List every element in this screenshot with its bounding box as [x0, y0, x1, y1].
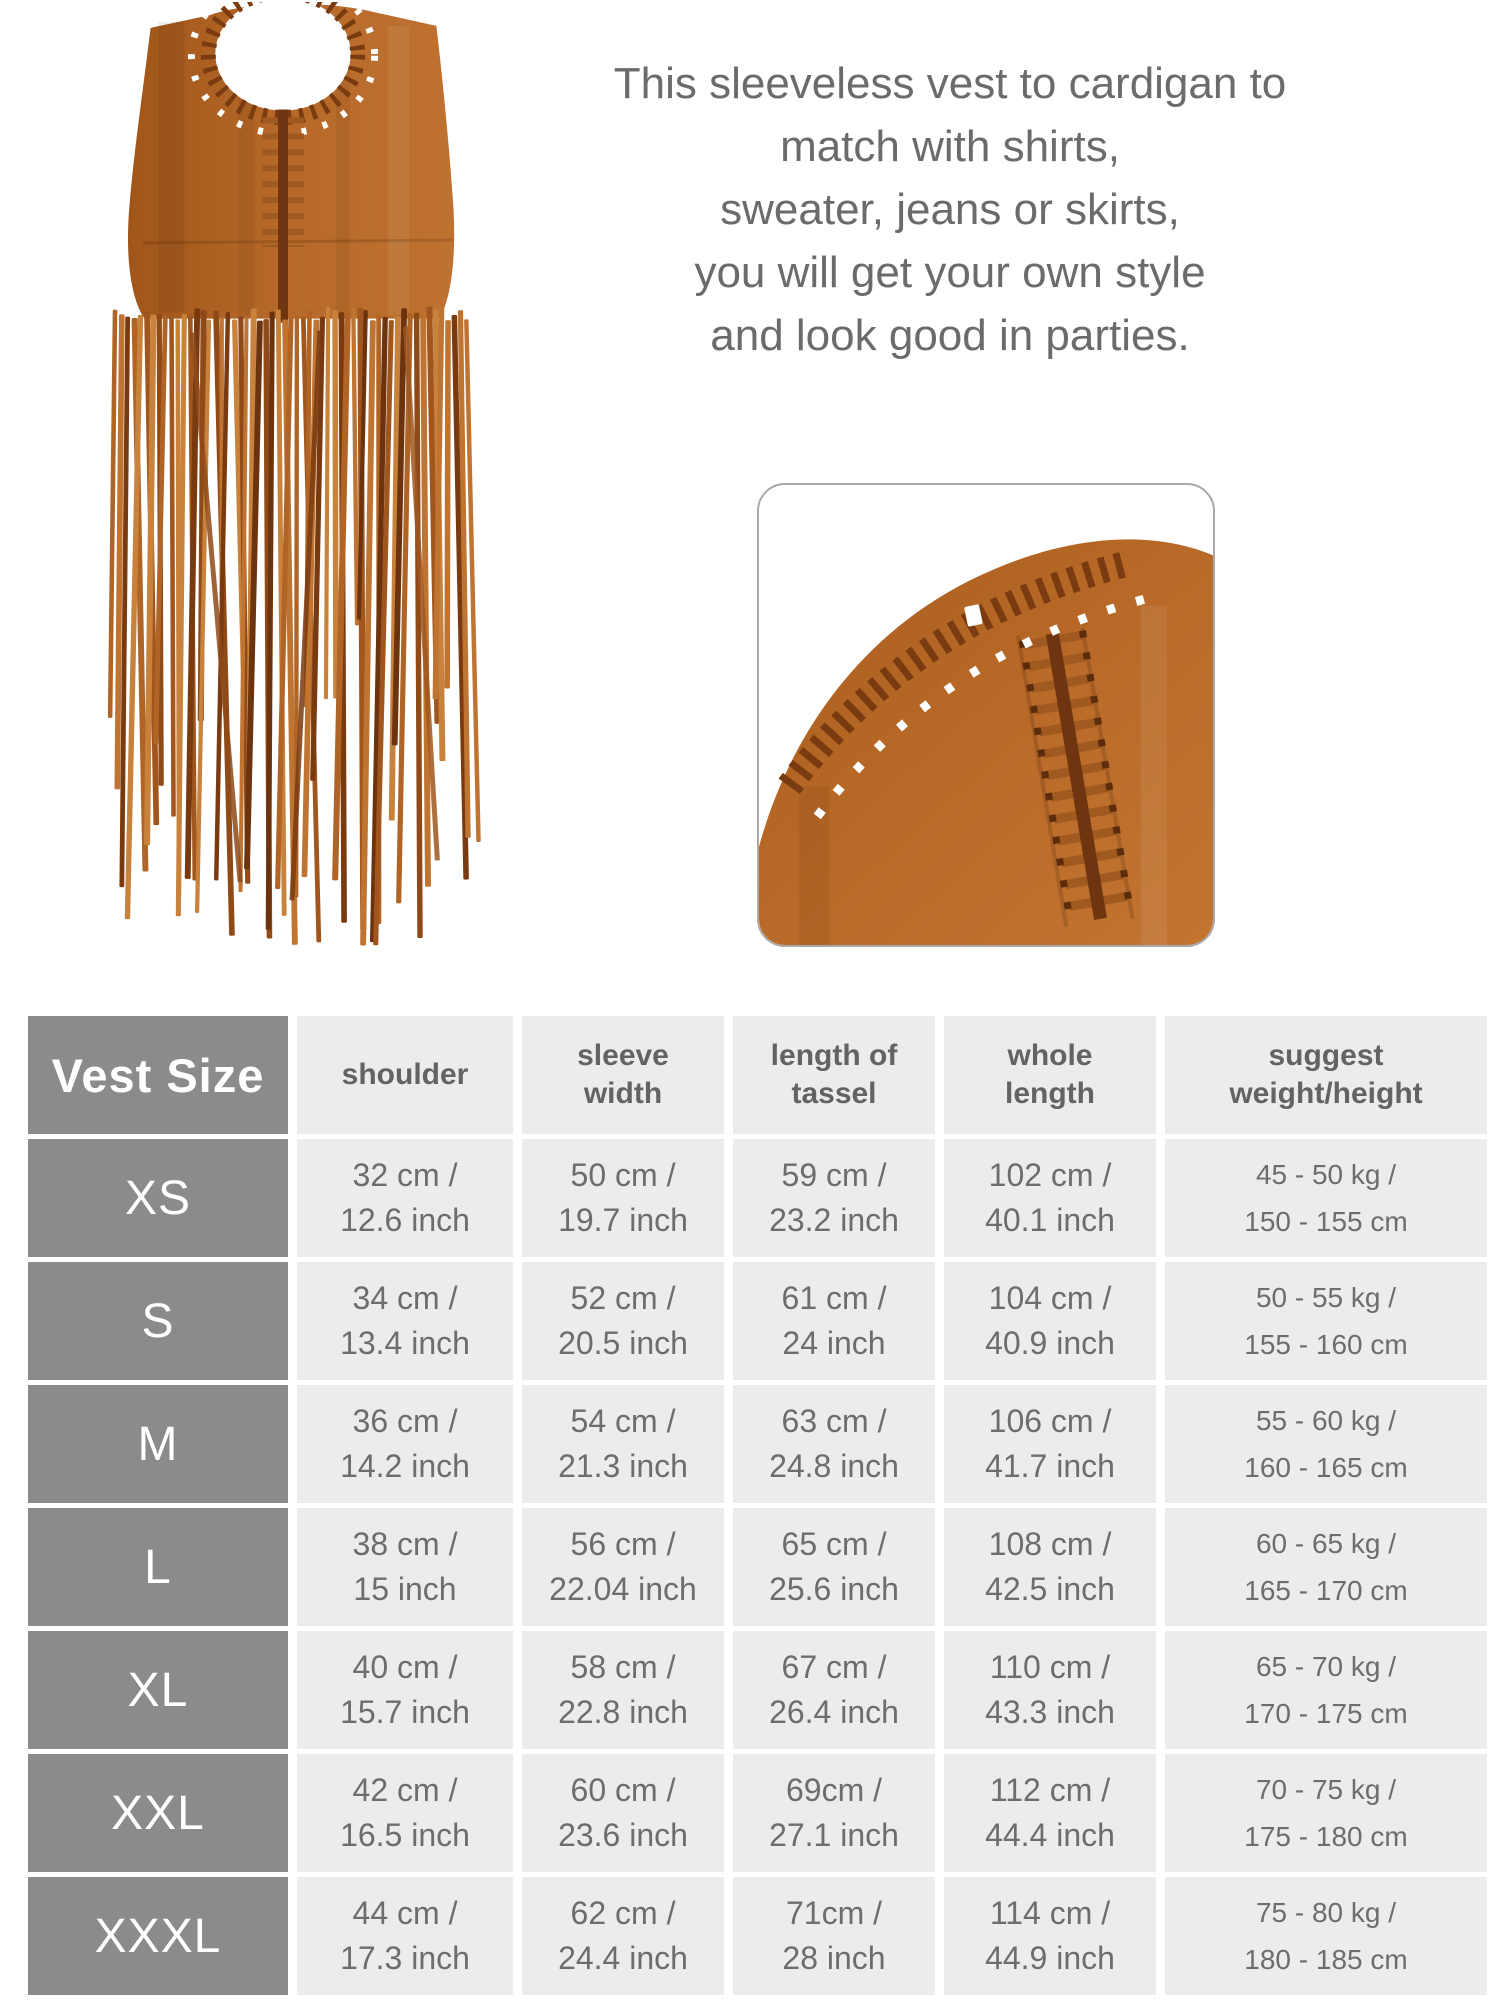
fringe-vest-illustration — [88, 2, 492, 958]
xxl-sleeve-width: 60 cm / 23.6 inch — [522, 1754, 724, 1872]
xs-whole-length: 102 cm / 40.1 inch — [944, 1139, 1156, 1257]
xl-whole-length: 110 cm / 43.3 inch — [944, 1631, 1156, 1749]
xxxl-sleeve-width: 62 cm / 24.4 inch — [522, 1877, 724, 1995]
left-armhole — [88, 95, 119, 278]
size-label-xxl: XXL — [28, 1754, 288, 1872]
collar-detail-illustration — [759, 485, 1213, 945]
table-header-shoulder: shoulder — [297, 1016, 513, 1134]
xxxl-whole-length: 114 cm / 44.9 inch — [944, 1877, 1156, 1995]
size-label-m: M — [28, 1385, 288, 1503]
xxl-tassel-length: 69cm / 27.1 inch — [733, 1754, 935, 1872]
description-line: sweater, jeans or skirts, — [720, 185, 1180, 234]
l-suggest: 60 - 65 kg / 165 - 170 cm — [1165, 1508, 1487, 1626]
description-line: match with shirts, — [780, 122, 1120, 171]
xxl-suggest: 70 - 75 kg / 175 - 180 cm — [1165, 1754, 1487, 1872]
m-tassel-length: 63 cm / 24.8 inch — [733, 1385, 935, 1503]
description-line: you will get your own style — [694, 248, 1206, 297]
size-label-l: L — [28, 1508, 288, 1626]
s-shoulder: 34 cm / 13.4 inch — [297, 1262, 513, 1380]
m-sleeve-width: 54 cm / 21.3 inch — [522, 1385, 724, 1503]
l-shoulder: 38 cm / 15 inch — [297, 1508, 513, 1626]
m-whole-length: 106 cm / 41.7 inch — [944, 1385, 1156, 1503]
product-photo — [88, 2, 492, 958]
size-label-xxxl: XXXL — [28, 1877, 288, 1995]
s-tassel-length: 61 cm / 24 inch — [733, 1262, 935, 1380]
size-label-s: S — [28, 1262, 288, 1380]
fringe-strand — [169, 312, 176, 817]
size-label-xs: XS — [28, 1139, 288, 1257]
s-suggest: 50 - 55 kg / 155 - 160 cm — [1165, 1262, 1487, 1380]
l-sleeve-width: 56 cm / 22.04 inch — [522, 1508, 724, 1626]
xl-sleeve-width: 58 cm / 22.8 inch — [522, 1631, 724, 1749]
table-header-sleeve-width: sleeve width — [522, 1016, 724, 1134]
table-header-whole-length: whole length — [944, 1016, 1156, 1134]
xxl-shoulder: 42 cm / 16.5 inch — [297, 1754, 513, 1872]
size-label-xl: XL — [28, 1631, 288, 1749]
fringe-strand — [444, 320, 450, 688]
table-header-tassel-length: length of tassel — [733, 1016, 935, 1134]
xxl-whole-length: 112 cm / 44.4 inch — [944, 1754, 1156, 1872]
xl-shoulder: 40 cm / 15.7 inch — [297, 1631, 513, 1749]
detail-photo-frame — [757, 483, 1215, 947]
l-tassel-length: 65 cm / 25.6 inch — [733, 1508, 935, 1626]
xxxl-suggest: 75 - 80 kg / 180 - 185 cm — [1165, 1877, 1487, 1995]
s-whole-length: 104 cm / 40.9 inch — [944, 1262, 1156, 1380]
xs-sleeve-width: 50 cm / 19.7 inch — [522, 1139, 724, 1257]
table-header-vest-size: Vest Size — [28, 1016, 288, 1134]
m-suggest: 55 - 60 kg / 160 - 165 cm — [1165, 1385, 1487, 1503]
size-table — [28, 1016, 1487, 1995]
xxxl-tassel-length: 71cm / 28 inch — [733, 1877, 935, 1995]
description-line: This sleeveless vest to cardigan to — [613, 59, 1287, 108]
l-whole-length: 108 cm / 42.5 inch — [944, 1508, 1156, 1626]
m-shoulder: 36 cm / 14.2 inch — [297, 1385, 513, 1503]
description-text — [470, 52, 1430, 367]
xl-suggest: 65 - 70 kg / 170 - 175 cm — [1165, 1631, 1487, 1749]
xl-tassel-length: 67 cm / 26.4 inch — [733, 1631, 935, 1749]
xxxl-shoulder: 44 cm / 17.3 inch — [297, 1877, 513, 1995]
xs-suggest: 45 - 50 kg / 150 - 155 cm — [1165, 1139, 1487, 1257]
fringe-strand — [324, 307, 330, 699]
table-header-suggest-weight-height: suggest weight/height — [1165, 1016, 1487, 1134]
description-line: and look good in parties. — [710, 311, 1190, 360]
s-sleeve-width: 52 cm / 20.5 inch — [522, 1262, 724, 1380]
xs-tassel-length: 59 cm / 23.2 inch — [733, 1139, 935, 1257]
xs-shoulder: 32 cm / 12.6 inch — [297, 1139, 513, 1257]
